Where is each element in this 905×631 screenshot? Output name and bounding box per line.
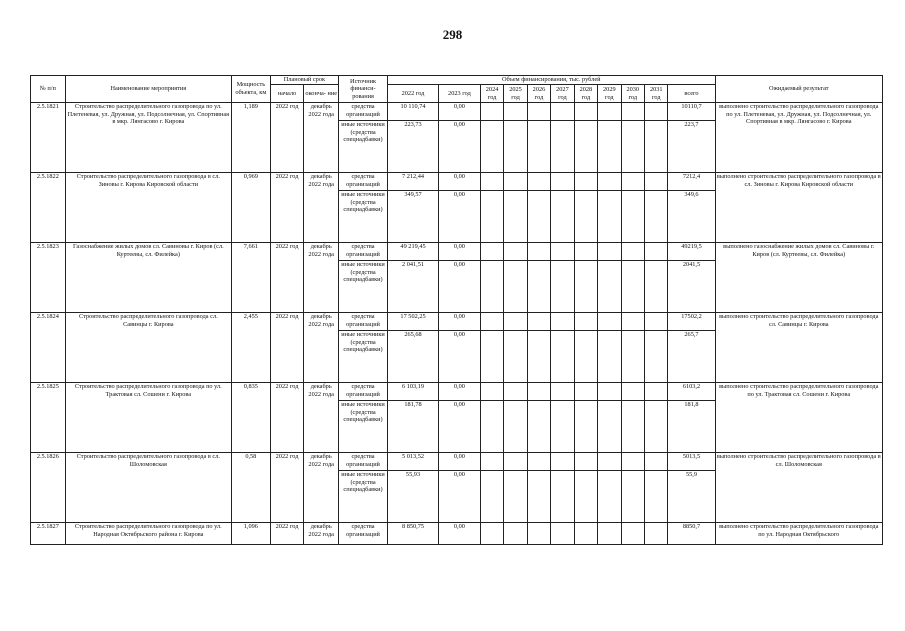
value-2023: 0,00 [439, 103, 481, 121]
header-year-2028: 2028 год [574, 85, 597, 103]
row-end: декабрь 2022 года [304, 243, 339, 313]
row-end: декабрь 2022 года [304, 173, 339, 243]
row-number: 2.5.1825 [31, 383, 66, 453]
source-org: средства организаций [339, 313, 388, 331]
row-end: декабрь 2022 года [304, 383, 339, 453]
row-capacity: 7,661 [231, 243, 270, 313]
header-year-2031: 2031 год [645, 85, 668, 103]
table-row [31, 523, 883, 545]
row-capacity: 0,835 [231, 383, 270, 453]
row-number: 2.5.1826 [31, 453, 66, 523]
page-number: 298 [442, 27, 463, 42]
header-name: Наименование мероприятия [65, 76, 231, 103]
row-start: 2022 год [270, 173, 304, 243]
header-year-2030: 2030 год [621, 85, 644, 103]
value-2023: 0,00 [439, 331, 481, 383]
value-total: 5013,5 [668, 453, 715, 471]
row-start: 2022 год [270, 383, 304, 453]
value-total: 223,7 [668, 121, 715, 173]
row-start: 2022 год [270, 523, 304, 545]
source-other: иные источники (средства спецнадбавки) [339, 331, 388, 383]
table-row [31, 173, 883, 191]
row-number: 2.5.1823 [31, 243, 66, 313]
value-2023: 0,00 [439, 313, 481, 331]
value-total: 10110,7 [668, 103, 715, 121]
header-year-2025: 2025 год [504, 85, 527, 103]
header-term: Плановый срок [270, 76, 338, 85]
value-2022: 2 041,51 [388, 261, 439, 313]
row-result: выполнено строительство распределительного газопровода в сл. Шоломовская [715, 453, 882, 523]
value-total: 2041,5 [668, 261, 715, 313]
source-org: средства организаций [339, 243, 388, 261]
header-year-2024: 2024 год [480, 85, 503, 103]
source-other: иные источники (средства спецнадбавки) [339, 191, 388, 243]
value-2023: 0,00 [439, 383, 481, 401]
value-2022: 8 850,75 [388, 523, 439, 545]
header-year-2026: 2026 год [527, 85, 550, 103]
value-total: 49219,5 [668, 243, 715, 261]
value-2022: 10 110,74 [388, 103, 439, 121]
value-2022: 7 212,44 [388, 173, 439, 191]
value-total: 181,8 [668, 401, 715, 453]
row-result: выполнено строительство распределительного газопровода сл. Савинцы г. Кирова [715, 313, 882, 383]
row-number: 2.5.1822 [31, 173, 66, 243]
value-2022: 6 103,19 [388, 383, 439, 401]
row-end: декабрь 2022 года [304, 313, 339, 383]
row-capacity: 2,455 [231, 313, 270, 383]
row-result: выполнено газоснабжение жилых домов сл. Савиновы г. Киров (сл. Куртеевы, сл. Филейка) [715, 243, 882, 313]
value-2022: 349,57 [388, 191, 439, 243]
value-2023: 0,00 [439, 261, 481, 313]
header-year-2029: 2029 год [598, 85, 621, 103]
value-2022: 223,73 [388, 121, 439, 173]
value-2022: 55,93 [388, 471, 439, 523]
value-total: 8850,7 [668, 523, 715, 545]
row-end: декабрь 2022 года [304, 453, 339, 523]
row-capacity: 0,58 [231, 453, 270, 523]
value-2022: 17 502,25 [388, 313, 439, 331]
value-total: 17502,2 [668, 313, 715, 331]
header-source: Источник финанси- рования [339, 76, 388, 103]
row-start: 2022 год [270, 453, 304, 523]
row-number: 2.5.1821 [31, 103, 66, 173]
row-name: Газоснабжение жилых домов сл. Савиновы г. Киров (сл. Куртеевы, сл. Филейка) [65, 243, 231, 313]
row-capacity: 1,189 [231, 103, 270, 173]
header-funding: Объем финансирования, тыс. рублей [388, 76, 716, 85]
row-number: 2.5.1824 [31, 313, 66, 383]
source-other: иные источники (средства спецнадбавки) [339, 471, 388, 523]
value-2022: 181,78 [388, 401, 439, 453]
value-2023: 0,00 [439, 243, 481, 261]
header-term-start: начало [270, 85, 304, 103]
table-row [31, 243, 883, 261]
value-total: 349,6 [668, 191, 715, 243]
funding-table [30, 75, 883, 545]
value-2023: 0,00 [439, 453, 481, 471]
row-start: 2022 год [270, 313, 304, 383]
source-other: иные источники (средства спецнадбавки) [339, 261, 388, 313]
header-total: всего [668, 85, 715, 103]
header-capacity: Мощность объекта, км [231, 76, 270, 103]
table-row [31, 313, 883, 331]
row-result: выполнено строительство распределительного газопровода по ул. Плетеневая, ул. Дружная, ул. Подсолнечная, ул. Спортивная в мкр. Лянгасово г. Кирова [715, 103, 882, 173]
table-row [31, 383, 883, 401]
source-other: иные источники (средства спецнадбавки) [339, 401, 388, 453]
value-2023: 0,00 [439, 523, 481, 545]
source-other: иные источники (средства спецнадбавки) [339, 121, 388, 173]
value-total: 7212,4 [668, 173, 715, 191]
row-name: Строительство распределительного газопровода по ул. Плетеневая, ул. Дружная, ул. Подсолнечная, ул. Спортивная в мкр. Лянгасово г. Кирова [65, 103, 231, 173]
row-end: декабрь 2022 года [304, 523, 339, 545]
row-end: декабрь 2022 года [304, 103, 339, 173]
value-2023: 0,00 [439, 191, 481, 243]
header-year-2027: 2027 год [551, 85, 574, 103]
value-total: 265,7 [668, 331, 715, 383]
value-2023: 0,00 [439, 471, 481, 523]
row-name: Строительство распределительного газопровода в сл. Шоломовская [65, 453, 231, 523]
row-start: 2022 год [270, 243, 304, 313]
value-2022: 265,68 [388, 331, 439, 383]
header-result: Ожидаемый результат [715, 76, 882, 103]
header-no: № п/п [31, 76, 66, 103]
value-total: 55,9 [668, 471, 715, 523]
row-name: Строительство распределительного газопровода по ул. Трактовая сл. Сошени г. Кирова [65, 383, 231, 453]
value-2022: 49 219,45 [388, 243, 439, 261]
row-result: выполнено строительство распределительного газопровода по ул. Народная Октябрьского [715, 523, 882, 545]
row-number: 2.5.1827 [31, 523, 66, 545]
row-result: выполнено строительство распределительного газопровода по ул. Трактовая сл. Сошени г. Кирова [715, 383, 882, 453]
value-total: 6103,2 [668, 383, 715, 401]
table-row [31, 453, 883, 471]
row-start: 2022 год [270, 103, 304, 173]
header-term-end: оконча- ние [304, 85, 339, 103]
row-name: Строительство распределительного газопровода по ул. Народная Октябрьского района г. Кирова [65, 523, 231, 545]
source-org: средства организаций [339, 173, 388, 191]
header-year-2022: 2022 год [388, 85, 439, 103]
source-org: средства организаций [339, 453, 388, 471]
header-year-2023: 2023 год [439, 85, 481, 103]
source-org: средства организаций [339, 383, 388, 401]
value-2023: 0,00 [439, 121, 481, 173]
row-result: выполнено строительство распределительного газопровода в сл. Зиновы г. Кирова Кировской области [715, 173, 882, 243]
value-2023: 0,00 [439, 173, 481, 191]
row-name: Строительство распределительного газопровода в сл. Зиновы г. Кирова Кировской области [65, 173, 231, 243]
table-row [31, 103, 883, 121]
value-2022: 5 013,52 [388, 453, 439, 471]
source-org: средства организаций [339, 523, 388, 545]
row-capacity: 1,096 [231, 523, 270, 545]
value-2023: 0,00 [439, 401, 481, 453]
row-name: Строительство распределительного газопровода сл. Савинцы г. Кирова [65, 313, 231, 383]
row-capacity: 0,969 [231, 173, 270, 243]
source-org: средства организаций [339, 103, 388, 121]
